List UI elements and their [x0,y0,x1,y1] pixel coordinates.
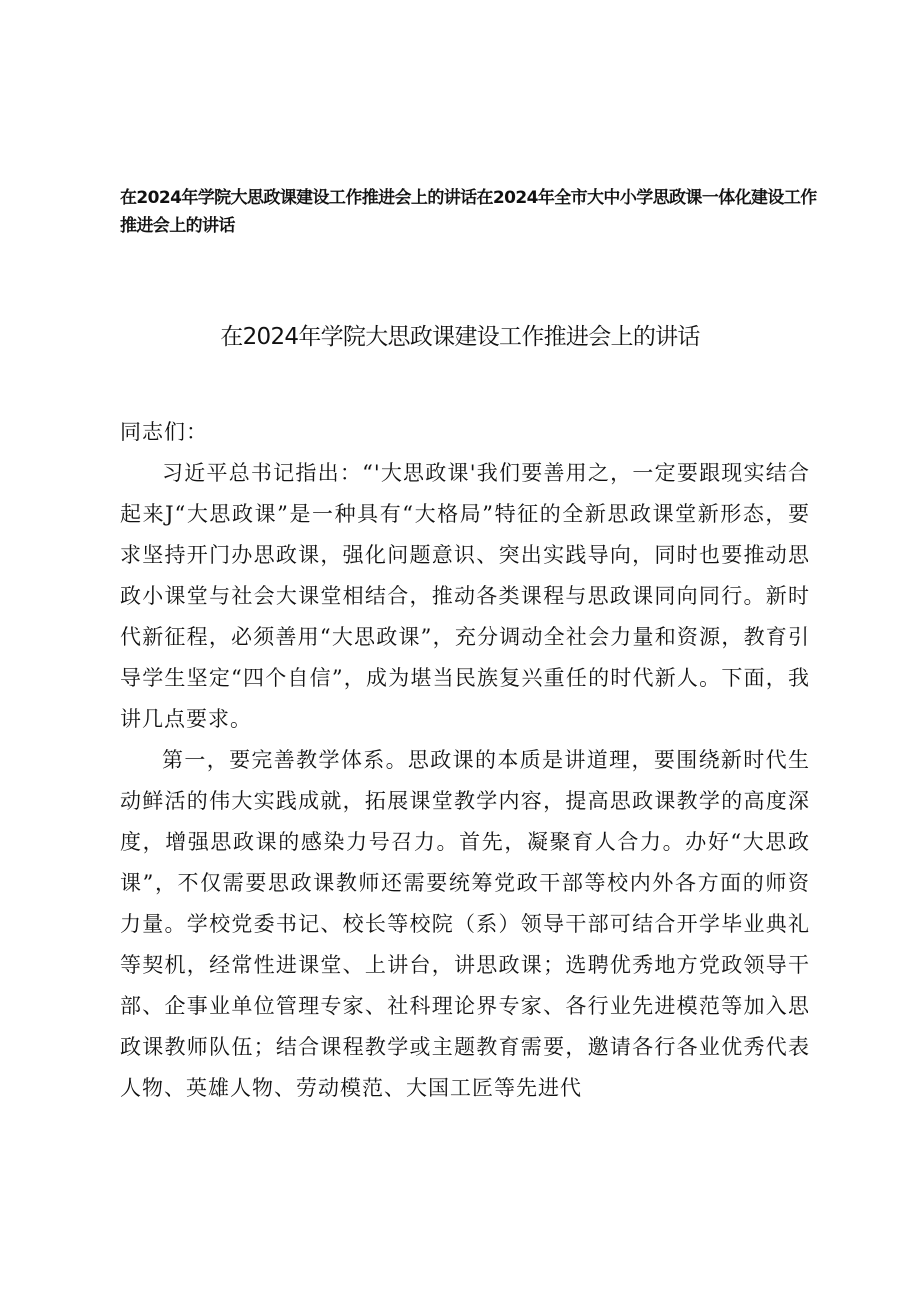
document-header: 在2024年学院大思政课建设工作推进会上的讲话在2024年全市大中小学思政课一体化建设工作推进会上的讲话 [120,188,817,236]
salutation: 同志们： [120,420,208,444]
paragraph: 第一，要完善教学体系。思政课的本质是讲道理，要围绕新时代生动鲜活的伟大实践成就，拓展课堂教学内容，提高思政课教学的高度深度，增强思政课的感染力号召力。首先，凝聚育人合力。办好“大思政课”，不仅需要思政课教师还需要统筹党政干部等校内外各方面的师资力量。学校党委书记、校长等校院（系）领导干部可结合开学毕业典礼等契机，经常性进课堂、上讲台，讲思政课；选聘优秀地方党政领导干部、企事业单位管理专家、社科理论界专家、各行业先进模范等加入思政课教师队伍；结合课程教学或主题教育需要，邀请各行各业优秀代表人物、英雄人物、劳动模范、大国工匠等先进代 [120,748,810,1100]
document-body [120,412,810,1109]
paragraph: 习近平总书记指出：“'大思政课'我们要善用之，一定要跟现实结合起来J“大思政课”是一种具有“大格局”特征的全新思政课堂新形态，要求坚持开门办思政课，强化问题意识、突出实践导向，同时也要推动思政小课堂与社会大课堂相结合，推动各类课程与思政课同向同行。新时代新征程，必须善用“大思政课”，充分调动全社会力量和资源，教育引导学生坚定“四个自信”，成为堪当民族复兴重任的时代新人。下面，我讲几点要求。 [120,461,810,731]
document-title: 在2024年学院大思政课建设工作推进会上的讲话 [220,324,700,350]
